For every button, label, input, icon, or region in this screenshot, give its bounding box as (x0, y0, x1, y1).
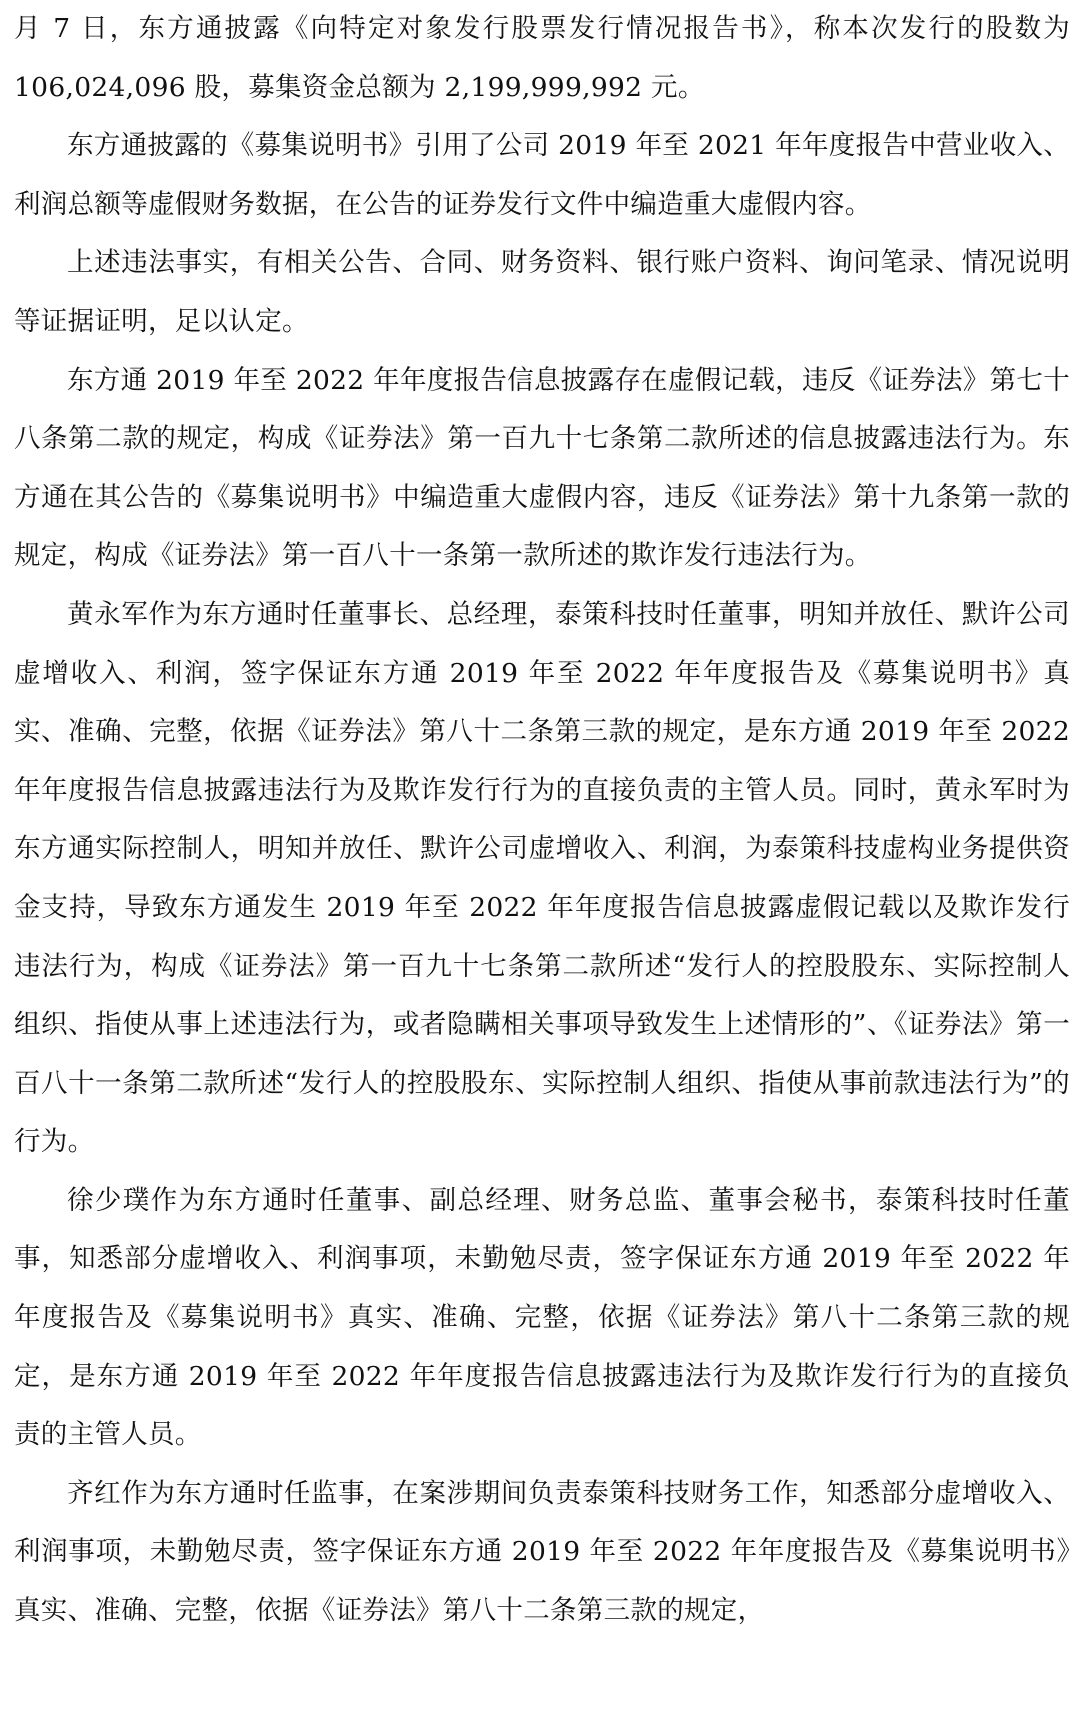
paragraph-qi-hong: 齐红作为东方通时任监事，在案涉期间负责泰策科技财务工作，知悉部分虚增收入、利润事项，未勤勉尽责，签字保证东方通 2019 年至 2022 年年度报告及《募集说明书》真实、准确、完整，依据《证券法》第八十二条第三款的规定， (14, 1477, 1070, 1627)
paragraph-prospectus-false-data: 东方通披露的《募集说明书》引用了公司 2019 年至 2021 年年度报告中营业收入、利润总额等虚假财务数据，在公告的证券发行文件中编造重大虚假内容。 (14, 130, 1070, 220)
paragraph-evidence: 上述违法事实，有相关公告、合同、财务资料、银行账户资料、询问笔录、情况说明等证据证明，足以认定。 (14, 247, 1070, 337)
paragraph-xu-shaopu: 徐少璞作为东方通时任董事、副总经理、财务总监、董事会秘书，泰策科技时任董事，知悉部分虚增收入、利润事项，未勤勉尽责，签字保证东方通 2019 年至 2022 年年度报告及《募集说明书》真实、准确、完整，依据《证券法》第八十二条第三款的规定，是东方通 2019 年至 2022 年年度报告信息披露违法行为及欺诈发行行为的直接负责的主管人员。 (14, 1184, 1070, 1451)
paragraph-violation-finding: 东方通 2019 年至 2022 年年度报告信息披露存在虚假记载，违反《证券法》第七十八条第二款的规定，构成《证券法》第一百九十七条第二款所述的信息披露违法行为。东方通在其公告的《募集说明书》中编造重大虚假内容，违反《证券法》第十九条第一款的规定，构成《证券法》第一百八十一条第一款所述的欺诈发行违法行为。 (14, 364, 1070, 572)
paragraph-issuance-report: 月 7 日，东方通披露《向特定对象发行股票发行情况报告书》，称本次发行的股数为 106,024,096 股，募集资金总额为 2,199,999,992 元。 (14, 13, 1070, 103)
paragraph-huang-yongjun: 黄永军作为东方通时任董事长、总经理，泰策科技时任董事，明知并放任、默许公司虚增收入、利润，签字保证东方通 2019 年至 2022 年年度报告及《募集说明书》真实、准确、完整，依据《证券法》第八十二条第三款的规定，是东方通 2019 年至 2022 年年度报告信息披露违法行为及欺诈发行行为的直接负责的主管人员。同时，黄永军时为东方通实际控制人，明知并放任、默许公司虚增收入、利润，为泰策科技虚构业务提供资金支持，导致东方通发生 2019 年至 2022 年年度报告信息披露虚假记载以及欺诈发行违法行为，构成《证券法》第一百九十七条第二款所述“发行人的控股股东、实际控制人组织、指使从事上述违法行为，或者隐瞒相关事项导致发生上述情形的”、《证券法》第一百八十一条第二款所述“发行人的控股股东、实际控制人组织、指使从事前款违法行为”的行为。 (14, 598, 1070, 1158)
document-page (14, 0, 1070, 1641)
